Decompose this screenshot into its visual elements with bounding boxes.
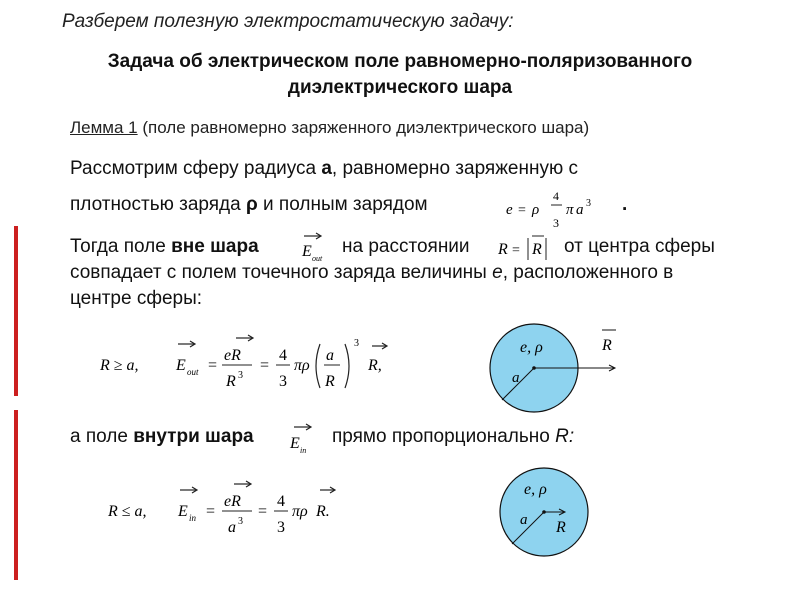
- outer-sphere-diagram: [480, 318, 630, 418]
- svg-text:R ≤ a,: R ≤ a,: [108, 503, 147, 520]
- e-in-inline: [284, 418, 324, 458]
- svg-text:R: R: [325, 373, 335, 390]
- inner-field-formula: [104, 474, 354, 554]
- para2-line1-start: Тогда поле вне шара: [70, 236, 259, 257]
- R-vector-label: R: [556, 519, 566, 536]
- density-symbol: ρ: [245, 194, 258, 215]
- svg-text:R: R: [498, 241, 508, 258]
- charge-formula: [500, 184, 616, 232]
- svg-text:=: =: [208, 357, 218, 374]
- para2-line1-end: от центра сферы: [564, 236, 715, 257]
- svg-text:πρ: πρ: [292, 503, 308, 520]
- para2-line2: совпадает с полем точечного заряда величины е, расположенного в: [70, 262, 674, 283]
- svg-text:E: E: [302, 243, 312, 260]
- svg-text:in: in: [189, 513, 197, 523]
- svg-text:=: =: [518, 203, 526, 218]
- svg-text:=: =: [512, 243, 520, 258]
- svg-text:3: 3: [279, 373, 287, 390]
- svg-text:R.: R.: [316, 503, 330, 520]
- svg-text:3: 3: [553, 216, 559, 230]
- accent-bar-bottom: [14, 410, 18, 580]
- svg-text:in: in: [300, 446, 307, 455]
- svg-text:3: 3: [586, 198, 591, 209]
- svg-text:πρ: πρ: [294, 357, 310, 374]
- charge-symbol: е: [492, 262, 503, 283]
- svg-text:E: E: [290, 435, 300, 452]
- svg-text:eR: eR: [224, 493, 241, 510]
- svg-text:eR: eR: [224, 347, 241, 364]
- intro-text: Разберем полезную электростатическую задачу:: [62, 11, 514, 32]
- para3-end: прямо пропорционально R:: [332, 426, 575, 447]
- lemma-description: (поле равномерно заряженного диэлектрического шара): [137, 118, 590, 137]
- radius-label: a: [512, 370, 520, 386]
- svg-text:ρ: ρ: [532, 202, 540, 218]
- svg-text:4: 4: [277, 493, 285, 510]
- svg-text:a: a: [228, 519, 236, 536]
- svg-text:R: R: [532, 241, 542, 258]
- svg-text:R: R: [226, 373, 236, 390]
- svg-text:3: 3: [354, 338, 359, 349]
- svg-text:4: 4: [279, 347, 287, 364]
- R-symbol: R:: [555, 426, 575, 447]
- para2-line3: центре сферы:: [70, 288, 203, 309]
- svg-text:=: =: [260, 357, 270, 374]
- inner-sphere-diagram: [490, 462, 600, 562]
- lemma-heading: [70, 118, 589, 138]
- svg-text:R ≥ a,: R ≥ a,: [100, 357, 139, 374]
- charge-density-label: e, ρ: [520, 339, 543, 356]
- svg-text:out: out: [312, 254, 323, 263]
- svg-text:a: a: [326, 347, 334, 364]
- svg-text:R,: R,: [368, 357, 382, 374]
- outer-field-formula: [96, 322, 416, 402]
- accent-bar-top: [14, 226, 18, 396]
- svg-text:a: a: [576, 202, 584, 218]
- svg-text:e: e: [506, 202, 513, 218]
- svg-text:out: out: [187, 367, 199, 377]
- slide-title-line2: диэлектрического шара: [287, 77, 513, 98]
- svg-text:=: =: [258, 503, 268, 520]
- outside-sphere-text: вне шара: [171, 236, 259, 257]
- svg-text:3: 3: [238, 370, 243, 381]
- radius-label: a: [520, 512, 528, 528]
- svg-text:4: 4: [553, 189, 559, 203]
- para1-period: .: [622, 194, 628, 215]
- svg-text:3: 3: [238, 516, 243, 527]
- svg-text:=: =: [206, 503, 216, 520]
- svg-text:E: E: [178, 503, 188, 520]
- svg-text:π: π: [566, 202, 574, 218]
- para3-start: а поле внутри шара: [70, 426, 254, 447]
- lemma-name: Лемма 1: [70, 118, 138, 137]
- svg-text:E: E: [176, 357, 186, 374]
- charge-density-label: e, ρ: [524, 481, 547, 498]
- svg-text:3: 3: [277, 519, 285, 536]
- para1-line1: Рассмотрим сферу радиуса а, равномерно заряженную с: [70, 158, 579, 179]
- para2-distance-text: на расстоянии: [342, 236, 470, 257]
- inside-sphere-text: внутри шара: [133, 426, 254, 447]
- para1-line2: плотностью заряда ρ и полным зарядом: [70, 194, 428, 215]
- radius-symbol: а: [321, 158, 332, 179]
- r-definition: [494, 228, 564, 266]
- R-vector-label: R: [602, 337, 612, 354]
- slide-title-line1: Задача об электрическом поле равномерно-поляризованного: [107, 51, 693, 72]
